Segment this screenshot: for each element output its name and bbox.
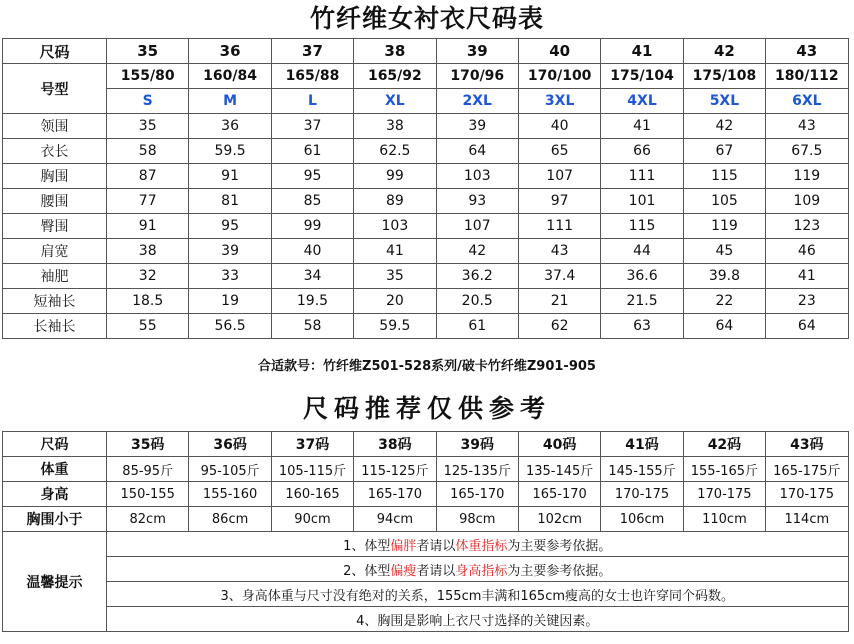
recommend-value: 115-125斤 xyxy=(354,457,436,482)
measurement-value: 105 xyxy=(683,189,765,214)
measurement-value: 107 xyxy=(518,164,600,189)
recommend-row-label: 体重 xyxy=(3,457,107,482)
measurement-value: 61 xyxy=(436,314,518,339)
size-header-cell: 37 xyxy=(271,39,353,64)
measurement-value: 55 xyxy=(107,314,189,339)
type-cell: 175/108 xyxy=(683,64,765,89)
recommend-value: 106cm xyxy=(601,507,683,532)
measurement-value: 62 xyxy=(518,314,600,339)
tip-segment: 身高指标 xyxy=(455,563,508,579)
type-cell: 170/96 xyxy=(436,64,518,89)
measurement-value: 111 xyxy=(601,164,683,189)
measurement-value: 103 xyxy=(354,214,436,239)
tip-segment: 偏胖 xyxy=(390,538,417,554)
recommend-value: 86cm xyxy=(189,507,271,532)
size-header-cell: 41 xyxy=(601,39,683,64)
size-recommendation-table xyxy=(2,431,849,632)
measurement-value: 64 xyxy=(436,139,518,164)
recommend-row xyxy=(3,507,849,532)
recommend-row xyxy=(3,457,849,482)
measurement-value: 119 xyxy=(683,214,765,239)
measurement-row xyxy=(3,264,849,289)
applicable-styles-note: 合适款号：竹纤维Z501-528系列/破卡竹纤维Z901-905 xyxy=(258,359,596,374)
measurement-value: 111 xyxy=(518,214,600,239)
measurement-value: 36 xyxy=(189,114,271,139)
type-row xyxy=(3,64,849,89)
recommend-value: 82cm xyxy=(107,507,189,532)
measurement-value: 67.5 xyxy=(766,139,848,164)
type-cell: 165/92 xyxy=(354,64,436,89)
measurement-value: 40 xyxy=(271,239,353,264)
measurement-value: 20 xyxy=(354,289,436,314)
measurement-value: 101 xyxy=(601,189,683,214)
measurement-value: 59.5 xyxy=(189,139,271,164)
size-chart-title: 竹纤维女衬衣尺码表 xyxy=(309,4,544,33)
measurement-value: 59.5 xyxy=(354,314,436,339)
recommend-value: 160-165 xyxy=(271,482,353,507)
type-cell: 175/104 xyxy=(601,64,683,89)
measurement-value: 37.4 xyxy=(518,264,600,289)
tip-segment: 者请以 xyxy=(416,538,456,554)
letter-size-cell: S xyxy=(107,89,189,114)
recommend-value: 135-145斤 xyxy=(518,457,600,482)
type-cell: 160/84 xyxy=(189,64,271,89)
recommendation-title: 尺码推荐仅供参考 xyxy=(302,394,551,423)
measurement-value: 58 xyxy=(271,314,353,339)
measurement-label: 胸围 xyxy=(3,164,107,189)
measurement-value: 56.5 xyxy=(189,314,271,339)
recommend-value: 165-170 xyxy=(518,482,600,507)
measurement-value: 99 xyxy=(354,164,436,189)
measurement-label: 长袖长 xyxy=(3,314,107,339)
tip-row xyxy=(3,607,849,632)
measurement-value: 97 xyxy=(518,189,600,214)
tip-text xyxy=(107,557,849,582)
letter-size-cell: L xyxy=(271,89,353,114)
measurement-value: 44 xyxy=(601,239,683,264)
tip-text xyxy=(107,532,849,557)
measurement-value: 64 xyxy=(683,314,765,339)
recommend-size-cell: 37码 xyxy=(271,432,353,457)
recommend-value: 95-105斤 xyxy=(189,457,271,482)
tip-text xyxy=(107,607,849,632)
measurement-value: 45 xyxy=(683,239,765,264)
measurement-row xyxy=(3,164,849,189)
tip-segment: 4、胸围是影响上衣尺寸选择的关键因素。 xyxy=(356,613,599,629)
tip-segment: 体重指标 xyxy=(455,538,508,554)
type-cell: 155/80 xyxy=(107,64,189,89)
recommend-value: 125-135斤 xyxy=(436,457,518,482)
measurement-value: 103 xyxy=(436,164,518,189)
type-cell: 180/112 xyxy=(766,64,848,89)
type-cell: 170/100 xyxy=(518,64,600,89)
measurement-value: 32 xyxy=(107,264,189,289)
tip-segment: 2、体型 xyxy=(343,563,391,579)
measurement-row xyxy=(3,114,849,139)
letter-size-cell: 6XL xyxy=(766,89,848,114)
tip-row xyxy=(3,557,849,582)
measurement-value: 37 xyxy=(271,114,353,139)
recommend-value: 165-170 xyxy=(436,482,518,507)
measurement-row xyxy=(3,214,849,239)
measurement-value: 66 xyxy=(601,139,683,164)
measurement-value: 38 xyxy=(107,239,189,264)
tips-label: 温馨提示 xyxy=(3,532,107,632)
recommend-size-cell: 41码 xyxy=(601,432,683,457)
recommend-value: 170-175 xyxy=(766,482,848,507)
measurement-value: 19 xyxy=(189,289,271,314)
measurement-value: 40 xyxy=(518,114,600,139)
measurement-value: 35 xyxy=(107,114,189,139)
type-cell: 165/88 xyxy=(271,64,353,89)
measurement-value: 115 xyxy=(601,214,683,239)
measurement-value: 119 xyxy=(766,164,848,189)
recommend-row-label: 身高 xyxy=(3,482,107,507)
measurement-label: 短袖长 xyxy=(3,289,107,314)
tip-segment: 为主要参考依据。 xyxy=(507,563,612,579)
measurement-value: 115 xyxy=(683,164,765,189)
measurement-value: 91 xyxy=(107,214,189,239)
letter-size-cell: 3XL xyxy=(518,89,600,114)
measurement-value: 39 xyxy=(189,239,271,264)
letter-size-row xyxy=(3,89,849,114)
measurement-value: 89 xyxy=(354,189,436,214)
measurement-value: 38 xyxy=(354,114,436,139)
size-chart-table xyxy=(2,38,849,339)
measurement-value: 19.5 xyxy=(271,289,353,314)
letter-size-cell: 5XL xyxy=(683,89,765,114)
recommend-value: 165-170 xyxy=(354,482,436,507)
recommend-size-cell: 38码 xyxy=(354,432,436,457)
measurement-value: 77 xyxy=(107,189,189,214)
measurement-value: 23 xyxy=(766,289,848,314)
measurement-value: 43 xyxy=(766,114,848,139)
measurement-value: 42 xyxy=(436,239,518,264)
recommend-value: 155-160 xyxy=(189,482,271,507)
measurement-row xyxy=(3,189,849,214)
size-header-cell: 42 xyxy=(683,39,765,64)
measurement-value: 41 xyxy=(601,114,683,139)
recommend-value: 155-165斤 xyxy=(683,457,765,482)
measurement-value: 85 xyxy=(271,189,353,214)
recommend-header-row xyxy=(3,432,849,457)
recommend-value: 102cm xyxy=(518,507,600,532)
recommend-value: 85-95斤 xyxy=(107,457,189,482)
recommend-size-cell: 42码 xyxy=(683,432,765,457)
recommend-value: 110cm xyxy=(683,507,765,532)
measurement-value: 22 xyxy=(683,289,765,314)
tip-segment: 为主要参考依据。 xyxy=(507,538,612,554)
recommend-row xyxy=(3,482,849,507)
tip-segment: 偏瘦 xyxy=(390,563,417,579)
letter-size-cell: 2XL xyxy=(436,89,518,114)
measurement-value: 41 xyxy=(354,239,436,264)
measurement-label: 腰围 xyxy=(3,189,107,214)
measurement-value: 39 xyxy=(436,114,518,139)
measurement-value: 62.5 xyxy=(354,139,436,164)
size-header-cell: 35 xyxy=(107,39,189,64)
measurement-label: 臀围 xyxy=(3,214,107,239)
tip-row xyxy=(3,532,849,557)
tip-segment: 1、体型 xyxy=(343,538,391,554)
measurement-value: 35 xyxy=(354,264,436,289)
recommend-value: 170-175 xyxy=(683,482,765,507)
size-header-label: 尺码 xyxy=(3,39,107,64)
measurement-value: 33 xyxy=(189,264,271,289)
measurement-label: 领围 xyxy=(3,114,107,139)
recommend-size-cell: 36码 xyxy=(189,432,271,457)
measurement-value: 18.5 xyxy=(107,289,189,314)
letter-size-cell: M xyxy=(189,89,271,114)
measurement-value: 41 xyxy=(766,264,848,289)
recommend-header-label: 尺码 xyxy=(3,432,107,457)
recommend-value: 145-155斤 xyxy=(601,457,683,482)
measurement-value: 65 xyxy=(518,139,600,164)
measurement-value: 36.2 xyxy=(436,264,518,289)
measurement-value: 109 xyxy=(766,189,848,214)
recommend-value: 94cm xyxy=(354,507,436,532)
measurement-row xyxy=(3,289,849,314)
recommend-size-cell: 43码 xyxy=(766,432,848,457)
measurement-value: 95 xyxy=(271,164,353,189)
measurement-value: 42 xyxy=(683,114,765,139)
recommend-value: 150-155 xyxy=(107,482,189,507)
measurement-value: 34 xyxy=(271,264,353,289)
size-header-cell: 43 xyxy=(766,39,848,64)
measurement-value: 63 xyxy=(601,314,683,339)
recommend-value: 90cm xyxy=(271,507,353,532)
size-header-row xyxy=(3,39,849,64)
measurement-value: 61 xyxy=(271,139,353,164)
recommend-value: 105-115斤 xyxy=(271,457,353,482)
recommend-row-label: 胸围小于 xyxy=(3,507,107,532)
measurement-value: 46 xyxy=(766,239,848,264)
measurement-label: 袖肥 xyxy=(3,264,107,289)
measurement-value: 93 xyxy=(436,189,518,214)
recommend-size-cell: 35码 xyxy=(107,432,189,457)
measurement-row xyxy=(3,314,849,339)
measurement-value: 99 xyxy=(271,214,353,239)
measurement-value: 87 xyxy=(107,164,189,189)
tip-segment: 3、身高体重与尺寸没有绝对的关系，155cm丰满和165cm瘦高的女士也许穿同个码数。 xyxy=(220,588,735,604)
recommend-size-cell: 40码 xyxy=(518,432,600,457)
measurement-value: 39.8 xyxy=(683,264,765,289)
measurement-label: 衣长 xyxy=(3,139,107,164)
measurement-value: 81 xyxy=(189,189,271,214)
measurement-row xyxy=(3,239,849,264)
recommend-value: 114cm xyxy=(766,507,848,532)
measurement-value: 58 xyxy=(107,139,189,164)
letter-size-cell: XL xyxy=(354,89,436,114)
measurement-value: 107 xyxy=(436,214,518,239)
recommend-value: 165-175斤 xyxy=(766,457,848,482)
measurement-value: 21 xyxy=(518,289,600,314)
size-header-cell: 38 xyxy=(354,39,436,64)
measurement-value: 36.6 xyxy=(601,264,683,289)
measurement-value: 43 xyxy=(518,239,600,264)
measurement-row xyxy=(3,139,849,164)
measurement-value: 21.5 xyxy=(601,289,683,314)
measurement-value: 91 xyxy=(189,164,271,189)
measurement-value: 67 xyxy=(683,139,765,164)
measurement-label: 肩宽 xyxy=(3,239,107,264)
size-header-cell: 36 xyxy=(189,39,271,64)
size-header-cell: 40 xyxy=(518,39,600,64)
recommend-value: 170-175 xyxy=(601,482,683,507)
letter-size-cell: 4XL xyxy=(601,89,683,114)
tip-row xyxy=(3,582,849,607)
recommend-value: 98cm xyxy=(436,507,518,532)
type-label: 号型 xyxy=(3,64,107,114)
measurement-value: 95 xyxy=(189,214,271,239)
measurement-value: 123 xyxy=(766,214,848,239)
measurement-value: 20.5 xyxy=(436,289,518,314)
size-header-cell: 39 xyxy=(436,39,518,64)
tip-segment: 者请以 xyxy=(416,563,456,579)
measurement-value: 64 xyxy=(766,314,848,339)
recommend-size-cell: 39码 xyxy=(436,432,518,457)
tip-text xyxy=(107,582,849,607)
